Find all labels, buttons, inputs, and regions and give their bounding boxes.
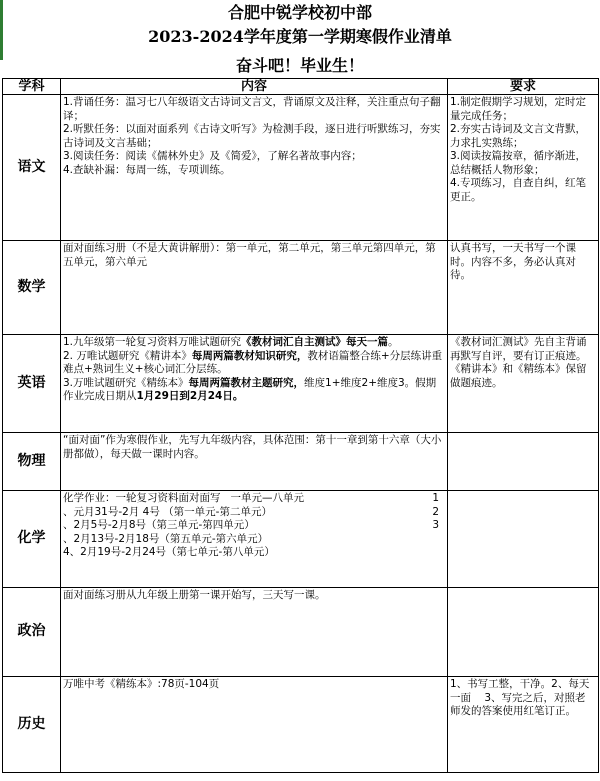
emphasis-text: 《教材词汇自主测试》每天一篇 <box>241 336 389 348</box>
subject-cell: 英语 <box>3 335 61 433</box>
requirements-cell <box>448 241 599 335</box>
content-cell <box>61 491 448 588</box>
content-line: 面对面练习册（不是大黄讲解册）：第一单元，第二单元，第三单元第四单元，第五单元，第六单元 <box>63 242 436 268</box>
requirement-line: 4.专项练习，自查自纠，红笔更正。 <box>450 177 587 203</box>
requirement-line: 1.制定假期学习规划，定时定量完成任务； <box>450 96 587 122</box>
content-cell <box>61 588 448 677</box>
subject-cell: 化学 <box>3 491 61 588</box>
content-text: 2. 万唯试题研究《精讲本》 <box>63 349 192 362</box>
column-header-requirements: 要求 <box>448 79 599 95</box>
content-line: 1.背诵任务：温习七八年级语文古诗词文言文，背诵原文及注释，关注重点句子翻译； <box>63 96 441 122</box>
content-line <box>63 350 445 377</box>
table-header-row <box>3 79 599 95</box>
content-line <box>63 546 445 560</box>
content-line: 3.阅读任务：阅读《儒林外史》及《简爱》，了解名著故事内容； <box>63 150 362 162</box>
table-row <box>3 677 599 773</box>
table-row <box>3 335 599 433</box>
content-line <box>63 519 445 533</box>
school-name: 合肥中锐学校初中部 <box>227 3 372 22</box>
content-line: 2.听默任务：以面对面系列《古诗文听写》为检测手段，逐日进行听默练习，夯实古诗词及文言基础； <box>63 123 441 149</box>
requirements-cell <box>448 677 599 773</box>
content-line: 面对面练习册从九年级上册第一课开始写，三天写一课。 <box>63 589 326 601</box>
requirements-cell <box>448 433 599 491</box>
line-number: 2 <box>432 505 439 518</box>
table-row <box>3 241 599 335</box>
content-text: 教材语篇整合练+分层练讲重难点+熟词生义+核心词汇分层练。 <box>63 349 443 375</box>
table-row <box>3 95 599 241</box>
emphasis-text: 每周两篇教材主题研究， <box>188 376 305 389</box>
content-cell <box>61 335 448 433</box>
table-row <box>3 588 599 677</box>
content-line <box>63 533 445 547</box>
content-line <box>63 492 445 506</box>
table-row <box>3 491 599 588</box>
content-line <box>63 377 445 404</box>
content-text: 、2月5号-2月8号（第三单元-第四单元） <box>63 519 255 531</box>
content-cell <box>61 677 448 773</box>
subject-cell: 语文 <box>3 95 61 241</box>
requirements-cell <box>448 491 599 588</box>
requirements-cell <box>448 335 599 433</box>
requirements-cell <box>448 95 599 241</box>
content-text: 、元月31号-2月 4号 （第一单元-第二单元） <box>63 505 272 518</box>
requirement-line: 认真书写，一天书写一个课时。内容不多，务必认真对待。 <box>450 242 576 281</box>
column-header-content: 内容 <box>61 79 448 95</box>
subject-cell: 物理 <box>3 433 61 491</box>
subject-cell: 数学 <box>3 241 61 335</box>
content-text: 化学作业：一轮复习资料面对面写 一单元—八单元 <box>63 492 305 504</box>
subject-cell: 政治 <box>3 588 61 677</box>
content-cell <box>61 95 448 241</box>
requirement-line: 1、书写工整，干净。2、每天一面 3、写完之后，对照老师发的答案使用红笔订正。 <box>450 678 590 717</box>
content-line <box>63 336 445 350</box>
content-text: 、2月13号-2月18号（第五单元-第六单元） <box>63 532 269 545</box>
emphasis-date: 1月29日到2月24日。 <box>136 390 244 402</box>
content-text: 1.九年级第一轮复习资料万唯试题研究 <box>63 336 242 348</box>
requirement-line: 《教材词汇测试》先自主背诵再默写自评，要有订正痕迹。《精讲本》和《精练本》保留做题痕迹。 <box>450 336 587 389</box>
content-line <box>63 506 445 520</box>
content-text: 。 <box>388 336 399 348</box>
slogan: 奋斗吧！毕业生！ <box>235 56 364 75</box>
content-text: 维度1+维度2+维度3。假期作业完成日期从 <box>63 376 437 402</box>
content-line: 4.查缺补漏：每周一练，专项训练。 <box>63 163 231 176</box>
line-number: 3 <box>432 519 439 531</box>
subject-cell: 历史 <box>3 677 61 773</box>
document-title: 2023-2024学年度第一学期寒假作业清单 <box>148 27 452 46</box>
homework-table <box>2 78 599 773</box>
content-text: 3.万唯试题研究《精练本》 <box>63 376 189 389</box>
content-cell <box>61 433 448 491</box>
table-row <box>3 433 599 491</box>
column-header-subject: 学科 <box>3 79 61 95</box>
content-line: “面对面”作为寒假作业，先写九年级内容，具体范围：第十一章到第十六章（大小册都做），每天做一课时内容。 <box>63 434 442 460</box>
content-text: 4、2月19号-2月24号（第七单元-第八单元） <box>63 546 275 558</box>
requirements-cell <box>448 588 599 677</box>
content-cell <box>61 241 448 335</box>
requirement-line: 3.阅读按篇按章，循序渐进，总结概括人物形象； <box>450 150 587 176</box>
requirement-line: 2.夯实古诗词及文言文背默，力求扎实熟练； <box>450 123 587 149</box>
content-line: 万唯中考《精练本》:78页-104页 <box>63 678 220 690</box>
line-number: 1 <box>432 492 439 504</box>
emphasis-text: 每周两篇教材知识研究， <box>191 349 308 362</box>
